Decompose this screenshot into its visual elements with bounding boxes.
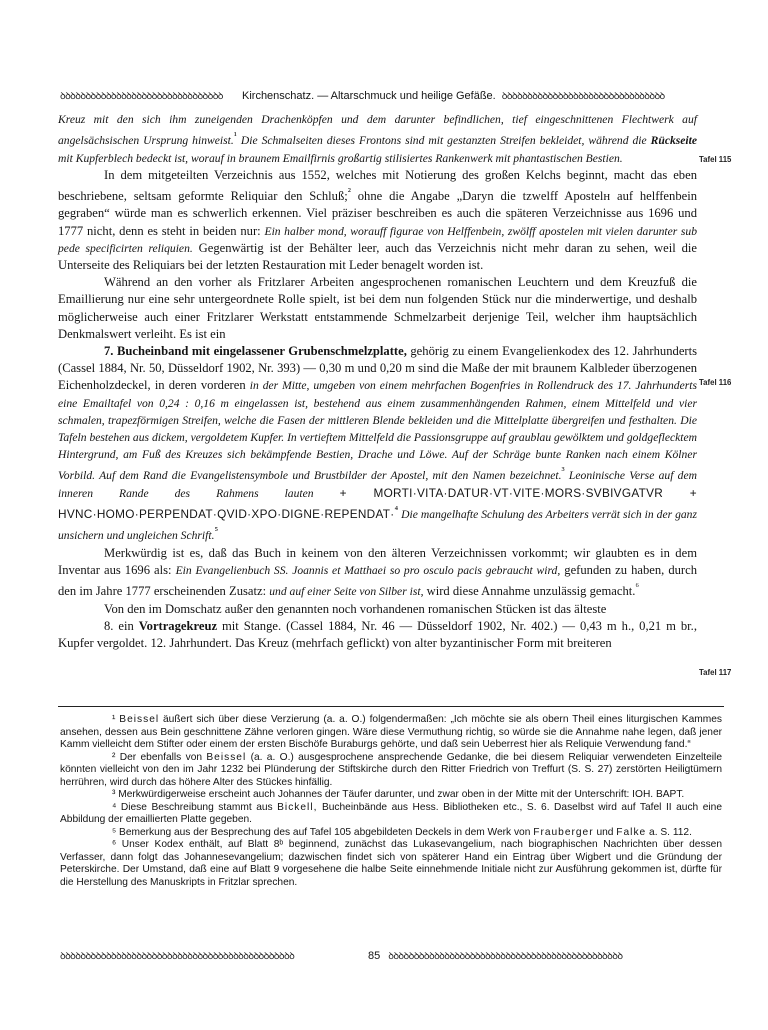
paragraph-3: Während an den vorher als Fritzlarer Arbeiten angesprochenen romanischen Leuchtern und dem Kreuzfuß die Emaillierung nur eine sehr untergeordnete Rolle spielt, ist bei dem nun folgenden Stück nur die minderwertige, und deshalb möglicherweise auch einer Fritzlarer Werkstatt entstammende Schmelzarbeit derjenige Teil, welcher ihm hauptsächlich Denkmalswert verleiht. Es ist ein <box>58 275 697 341</box>
footer-ornament-right: ꝺꝺꝺꝺꝺꝺꝺꝺꝺꝺꝺꝺꝺꝺꝺꝺꝺꝺꝺꝺꝺꝺꝺꝺꝺꝺꝺꝺꝺꝺꝺꝺꝺꝺꝺꝺꝺꝺꝺꝺꝺꝺꝺꝺꝺꝺ <box>388 950 623 962</box>
footnote-1: ¹ Beissel äußert sich über diese Verzierung (a. a. O.) folgendermaßen: „Ich möchte sie als obern Theil eines liturgischen Kammes ansehen, dessen aus Bein geschnittene Zähne verloren gingen. Wäre diese Vermuthung richtig, so würde sie die Annahme nahe legen, daß jener Kamm vielleicht dem Stifter oder einem der ersten Bischöfe Buraburgs gehörte, und daß sein Ueberrest hier als Reliquie Verwendung fand.“ <box>60 714 722 750</box>
page-footer <box>60 949 724 963</box>
footnote-3: ³ Merkwürdigerweise erscheint auch Johannes der Täufer darunter, und zwar oben in der Mitte mit der Unterschrift: IOH. BAPT. <box>112 789 685 800</box>
running-header <box>60 89 724 103</box>
footnote-rule <box>58 706 724 707</box>
header-ornament-right: ꝺꝺꝺꝺꝺꝺꝺꝺꝺꝺꝺꝺꝺꝺꝺꝺꝺꝺꝺꝺꝺꝺꝺꝺꝺꝺꝺꝺꝺꝺꝺꝺ <box>501 90 665 102</box>
item-7-heading: 7. Bucheinband mit eingelassener Grubenschmelzplatte, <box>104 344 407 359</box>
body-text <box>58 111 697 652</box>
footnotes <box>60 714 722 889</box>
margin-label-tafel-117: Tafel 117 <box>699 668 732 677</box>
footnote-4: ⁴ Diese Beschreibung stammt aus Bickell, Bucheinbände aus Hess. Bibliotheken etc., S. 6. Daselbst wird auf Tafel II auch eine Abbildung der emaillierten Platte gegeben. <box>60 801 722 825</box>
footnote-5: ⁵ Bemerkung aus der Besprechung des auf Tafel 105 abgebildeten Deckels in dem Werk von Frauberger und Falke a. S. 112. <box>112 826 692 838</box>
footer-ornament-left: ꝺꝺꝺꝺꝺꝺꝺꝺꝺꝺꝺꝺꝺꝺꝺꝺꝺꝺꝺꝺꝺꝺꝺꝺꝺꝺꝺꝺꝺꝺꝺꝺꝺꝺꝺꝺꝺꝺꝺꝺꝺꝺꝺꝺꝺꝺ <box>60 950 295 962</box>
leonine-inscription: + MORTI·VITA·DATUR·VT·VITE·MORS·SVBIVGATVR + HVNC·HOMO·PERPENDAT·QVID·XPO·DIGNE·REPENDAT· <box>58 485 697 522</box>
paragraph-2: In dem mitgeteilten Verzeichnis aus 1552, welches mit Notierung des großen Kelchs beginnt, macht das eben beschriebene, seltsam geformte Reliquiar den Schluß;$^{^2}$ ohne die Angabe „Daryn die tzwelff Apostelн auf helffenbein gegraben“ würde man es schwerlich erkennen. Viel präziser beschreiben es auch die späteren Verzeichnisse aus 1696 und 1777 nicht, denn es steht in beiden nur: Ein halber mond, worauff figurae von Helffenbein, zwölff apostelen mit vielen darunter sub pede specificirten reliquien. Gegenwärtig ist der Behälter leer, auch das Verzeichnis nicht mehr daran zu sehen, weil die Unterseite des Reliquiars bei der letzten Restauration mit Leder benagelt worden ist. <box>58 167 698 272</box>
footnote-2: ² Der ebenfalls von Beissel (a. a. O.) ausgesprochene ansprechende Gedanke, die bei diesem Reliquiar verwendeten Einzelteile könnten vielleicht von den im Jahr 1232 bei Plünderung der Stiftskirche durch den Ritter Friedrich von Treffurt (S. S. 27) zerstörten Heiligtümern herrühren, wird durch das höhere Alter des Stückes hinfällig. <box>60 751 722 788</box>
running-title: Kirchenschatz. — Altarschmuck und heilige Gefäße. <box>242 90 496 102</box>
page-number: 85 <box>368 950 381 962</box>
item-8-heading: Vortragekreuz <box>138 618 218 633</box>
margin-label-tafel-115: Tafel 115 <box>699 155 732 164</box>
paragraph-4: 7. Bucheinband mit eingelassener Grubenschmelzplatte, gehörig zu einem Evangelienkodex des 12. Jahrhunderts (Cassel 1884, Nr. 50, Düsseldorf 1902, Nr. 393) — 0,30 m und 0,20 m sind die Maße der mit braunem Kalbleder überzogenen Eichenholzdeckel, in deren vorderen in der Mitte, umgeben von einem mehrfachen Bogenfries in Rollendruck des 17. Jahrhunderts eine Emailtafel von 0,24 : 0,16 m eingelassen ist, bestehend aus einem zusammenhängenden Rahmen, einem Mittelfeld und vier schmalen, trapezförmigen Streifen, welche die Fasen der mittleren Blende bekleiden und die Mittelplatte übergreifen und festhalten. Die Tafeln bestehen aus dickem, vergoldetem Kupfer. In vertieftem Mittelfeld die Passionsgruppe auf graublau gewölktem und goldgeflecktem Hintergrund, am Fuß des Kreuzes sich bekämpfende Bestien, Drache und Löwe. Auf der Schräge bunte Ranken nach einem Kölner Vorbild. Auf dem Rand die Evangelistensymbole und Brustbilder der Apostel, mit den Namen bezeichnet.$^{^3}$ Leoninische Verse auf dem inneren Rande des Rahmens lauten + MORTI·VITA·DATUR·VT·VITE·MORS·SVBIVGATVR + HVNC·HOMO·PERPENDAT·QVID·XPO·DIGNE·REPENDAT·$^{^4}$ Die mangelhafte Schulung des Arbeiters verrät sich in der ganz unsichern und ungleichen Schrift.$^{^5}$ <box>58 344 697 543</box>
paragraph-7: 8. ein Vortragekreuz mit Stange. (Cassel 1884, Nr. 46 — Düsseldorf 1902, Nr. 402.) — 0,43 m h., 0,21 m br., Kupfer vergoldet. 12. Jahrhundert. Das Kreuz (mehrfach geflickt) von alter byzantinischer Form mit breiteren <box>58 618 697 651</box>
paragraph-6: Von den im Domschatz außer den genannten noch vorhandenen romanischen Stücken ist das älteste <box>104 601 607 616</box>
header-ornament-left: ꝺꝺꝺꝺꝺꝺꝺꝺꝺꝺꝺꝺꝺꝺꝺꝺꝺꝺꝺꝺꝺꝺꝺꝺꝺꝺꝺꝺꝺꝺꝺꝺ <box>60 90 223 102</box>
paragraph-1: Kreuz mit den sich ihm zuneigenden Drachenköpfen und dem darunter befindlichen, tief eingeschnittenen Flechtwerk auf angelsächsischen Ursprung hinweist.$^{^1}$ Die Schmalseiten dieses Frontons sind mit gestanzten Streifen bekleidet, während die Rückseite mit Kupferblech bedeckt ist, worauf in braunem Emailfirnis großartig stilisiertes Rankenwerk mit phantastischen Bestien. <box>58 113 698 165</box>
margin-label-tafel-116: Tafel 116 <box>699 378 732 387</box>
footnote-6: ⁶ Unser Kodex enthält, auf Blatt 8ᵇ beginnend, zunächst das Lukasevangelium, nach biographischen Nachrichten über dessen Verfasser, dann folgt das Johannesevangelium; dazwischen findet sich von späterer Hand ein Eintrag über Wigbert und die Gründung der Peterskirche. Der Umstand, daß eine auf Blatt 9 vorgesehene die halbe Seite einnehmende Initiale nicht zur Ausführung gekommen ist, dürfte für die Herstellung des Manuskripts in Fritzlar sprechen. <box>60 839 722 888</box>
paragraph-5: Merkwürdig ist es, daß das Buch in keinem von den älteren Verzeichnissen vorkommt; wir glaubten es in dem Inventar aus 1696 als: Ein Evangelienbuch SS. Joannis et Matthaei so pro osculo pacis gebraucht wird, gefunden zu haben, durch den im Jahre 1777 erscheinenden Zusatz: und auf einer Seite von Silber ist, wird diese Annahme unzulässig gemacht.$^{^6}$ <box>58 545 698 599</box>
